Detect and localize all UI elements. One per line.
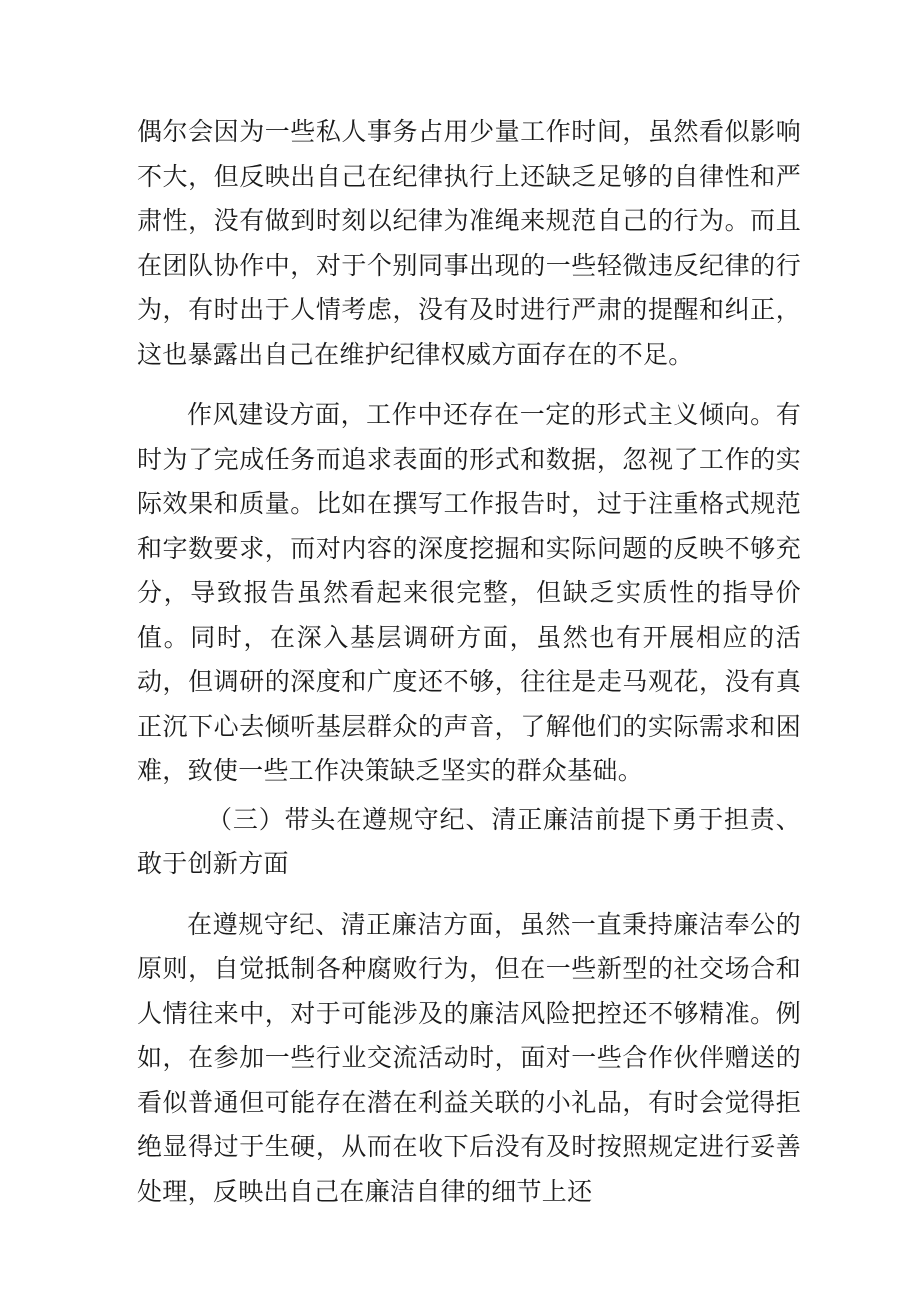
paragraph-work-style: 作风建设方面，工作中还存在一定的形式主义倾向。有时为了完成任务而追求表面的形式和数据，忽视了工作的实际效果和质量。比如在撰写工作报告时，过于注重格式规范和字数要求，而对内容的深度挖掘和实际问题的反映不够充分，导致报告虽然看起来很完整，但缺乏实质性的指导价值。同时，在深入基层调研方面，虽然也有开展相应的活动，但调研的深度和广度还不够，往往是走马观花，没有真正沉下心去倾听基层群众的声音，了解他们的实际需求和困难，致使一些工作决策缺乏坚实的群众基础。: [137, 400, 801, 785]
section-heading-3: （三）带头在遵规守纪、清正廉洁前提下勇于担责、敢于创新方面: [137, 804, 801, 878]
paragraph-discipline-continued: 偶尔会因为一些私人事务占用少量工作时间，虽然看似影响不大，但反映出自己在纪律执行上还缺乏足够的自律性和严肃性，没有做到时刻以纪律为准绳来规范自己的行为。而且在团队协作中，对于个别同事出现的一些轻微违反纪律的行为，有时出于人情考虑，没有及时进行严肃的提醒和纠正，这也暴露出自己在维护纪律权威方面存在的不足。: [137, 117, 801, 369]
document-body: [137, 110, 801, 1214]
paragraph-integrity: 在遵规守纪、清正廉洁方面，虽然一直秉持廉洁奉公的原则，自觉抵制各种腐败行为，但在一些新型的社交场合和人情往来中，对于可能涉及的廉洁风险把控还不够精准。例如，在参加一些行业交流活动时，面对一些合作伙伴赠送的看似普通但可能存在潜在利益关联的小礼品，有时会觉得拒绝显得过于生硬，从而在收下后没有及时按照规定进行妥善处理，反映出自己在廉洁自律的细节上还: [137, 909, 801, 1206]
